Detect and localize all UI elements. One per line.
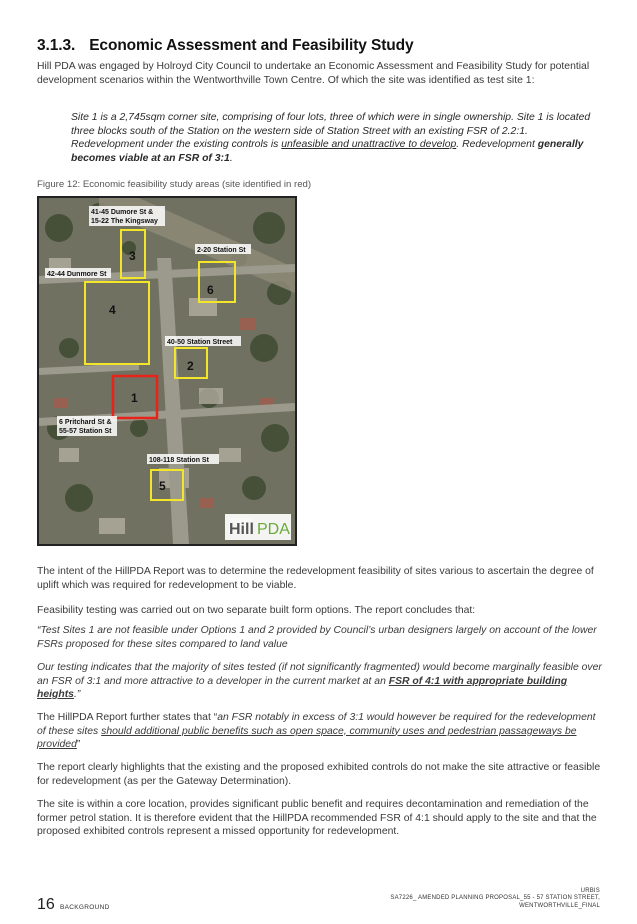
section-title: Economic Assessment and Feasibility Study [89,37,414,54]
intent-paragraph: The intent of the HillPDA Report was to determine the redevelopment feasibility of sites various to ascertain the degree of uplift which was required for redevelopment to be viable. [37,566,594,591]
footer-section-label: BACKGROUND [60,904,110,911]
highlight-paragraph: The report clearly highlights that the existing and the proposed exhibited controls do not make the site attractive or feasible for redevelopment (as per the Gateway Determination). [37,762,601,787]
label-dunmore-kingsway-1: 41-45 Dumore St & [91,209,154,216]
footer-line-2: SA7226_ AMENDED PLANNING PROPOSAL_55 - 57 STATION STREET, [390,895,600,902]
footer-line-3: WENTWORTHVILLE_FINAL [519,902,600,909]
section-number: 3.1.3. [37,37,76,54]
footer-line-1: URBIS [580,888,600,894]
label-pritchard-2: 55-57 Station St [59,428,112,435]
section-heading [37,37,414,55]
logo-pda: PDA [257,521,290,538]
aerial-map-image [39,198,295,544]
site-quote: Site 1 is a 2,745sqm corner site, comprising of four lots, three of which were in single ownership. Site 1 is located three blocks south of the Station on the western side of Station Street with an existing FSR of 2.2:1. Redevelopment under the existing controls is unfeasible and unattractive to develop. Redevelopment generally becomes viable at an FSR of 3:1. [71,112,591,164]
label-station-40-50: 40-50 Station Street [167,339,233,346]
label-pritchard-1: 6 Pritchard St & [59,419,112,426]
conclusion-paragraph: The site is within a core location, provides significant public benefit and requires decontamination and remediation of the former petrol station. It is therefore evident that the HillPDA recommended FSR of 4:1 should apply to the site and that the proposed exhibited controls represent a missed opportunity for redevelopment. [37,799,597,837]
label-dunmore-42-44: 42-44 Dunmore St [47,271,107,278]
site-number-5: 5 [159,479,166,493]
report-quote-1: “Test Sites 1 are not feasible under Options 1 and 2 provided by Council’s urban designers largely on account of the lower FSRs proposed for these sites compared to land value [37,625,597,650]
figure-caption: Figure 12: Economic feasibility study areas (site identified in red) [37,179,312,190]
site-number-4: 4 [109,303,116,317]
site-number-2: 2 [187,359,194,373]
logo-hill: Hill [229,521,254,538]
intro-paragraph: Hill PDA was engaged by Holroyd City Council to undertake an Economic Assessment and Feasibility Study for potential development scenarios within the Wentworthville Town Centre. Of which the site was identified as test site 1: [37,61,590,86]
label-station-2-20: 2-20 Station St [197,247,246,254]
label-station-108-118: 108-118 Station St [149,457,209,464]
report-quote-2: Our testing indicates that the majority of sites tested (if not significantly fragmented) would become marginally feasible over an FSR of 3:1 and more attractive to a developer in the current market at an FSR of 4:1 with appropriate building heights.” [37,662,602,700]
site-number-3: 3 [129,249,136,263]
page-number: 16 [37,896,55,913]
footer-document-info [390,888,600,910]
aerial-map-figure [37,196,297,546]
report-further-paragraph: The HillPDA Report further states that “an FSR notably in excess of 3:1 would however be required for the redevelopment of these sites should additional public benefits such as open space, community uses and pedestrian passageways be provided” [37,712,596,750]
label-dunmore-kingsway-2: 15-22 The Kingsway [91,218,158,225]
testing-paragraph: Feasibility testing was carried out on two separate built form options. The report concludes that: [37,605,476,616]
site-number-1: 1 [131,391,138,405]
site-number-6: 6 [207,283,214,297]
